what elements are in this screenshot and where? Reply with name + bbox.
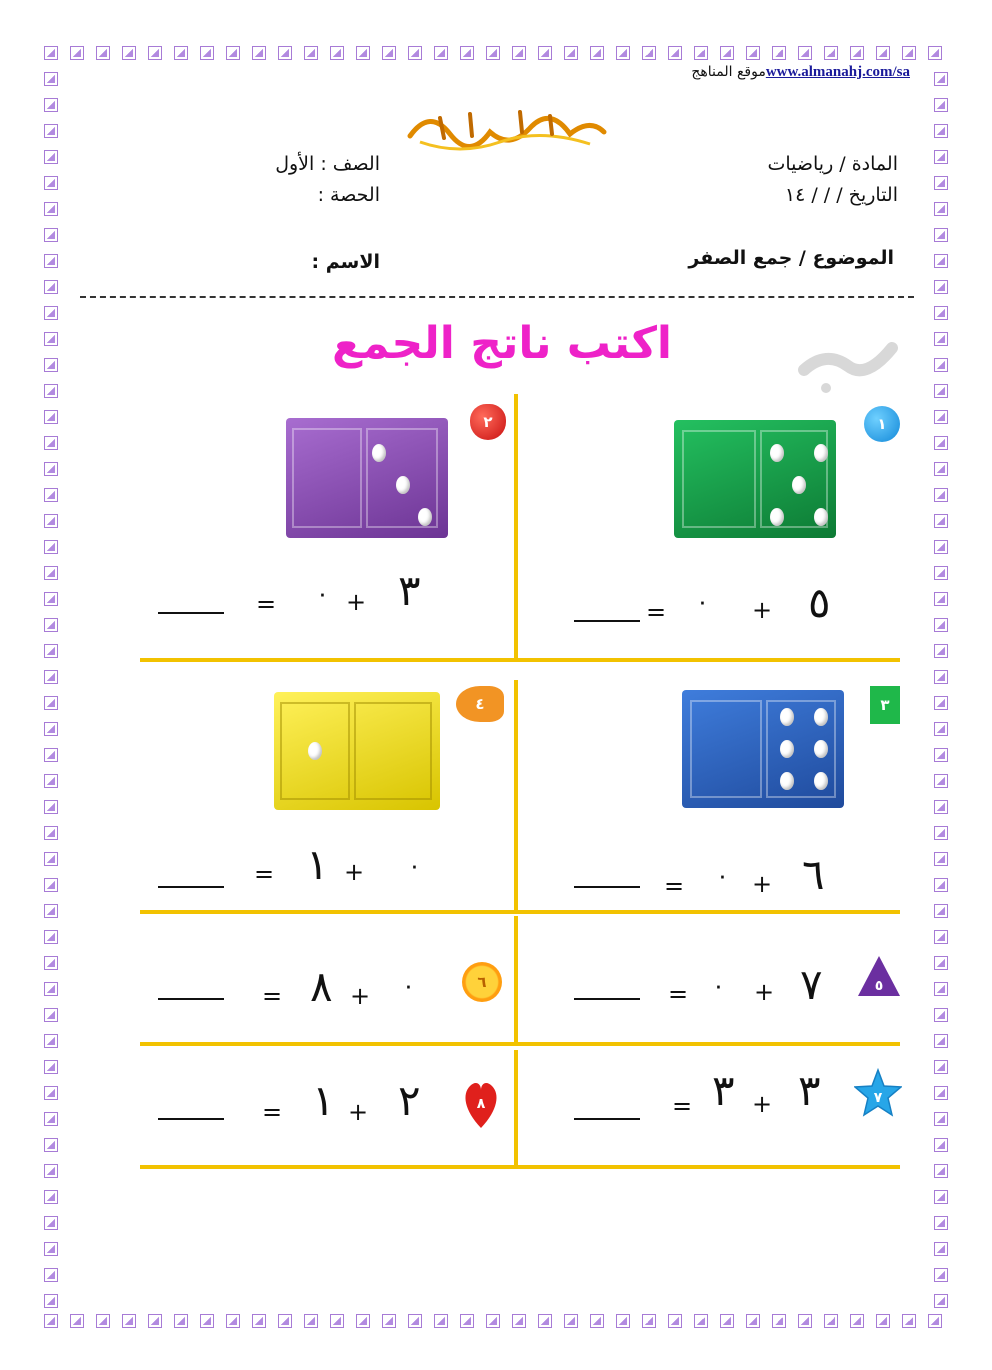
border-square-icon bbox=[928, 846, 954, 872]
border-square-icon bbox=[928, 248, 954, 274]
border-square-icon bbox=[928, 1080, 954, 1106]
addend-a: ٢ bbox=[398, 1076, 421, 1125]
border-square-icon bbox=[142, 40, 168, 66]
answer-blank[interactable] bbox=[574, 620, 640, 622]
border-square-icon bbox=[246, 1308, 272, 1334]
border-square-icon bbox=[714, 1308, 740, 1334]
border-square-icon bbox=[38, 534, 64, 560]
border-square-icon bbox=[38, 66, 64, 92]
plus-sign: + bbox=[752, 870, 773, 898]
subject-label: المادة / رياضيات bbox=[767, 153, 898, 175]
page-border-bottom bbox=[38, 1308, 948, 1334]
border-square-icon bbox=[766, 40, 792, 66]
border-square-icon bbox=[38, 872, 64, 898]
border-square-icon bbox=[928, 1054, 954, 1080]
border-square-icon bbox=[818, 1308, 844, 1334]
border-square-icon bbox=[38, 950, 64, 976]
border-square-icon bbox=[928, 664, 954, 690]
border-square-icon bbox=[376, 40, 402, 66]
border-square-icon bbox=[38, 196, 64, 222]
border-square-icon bbox=[928, 508, 954, 534]
plus-sign: + bbox=[348, 1098, 369, 1126]
border-square-icon bbox=[194, 1308, 220, 1334]
border-square-icon bbox=[928, 950, 954, 976]
equals-sign: = bbox=[256, 590, 277, 618]
border-square-icon bbox=[142, 1308, 168, 1334]
plus-sign: + bbox=[346, 588, 367, 616]
addend-a: ٥ bbox=[808, 578, 831, 627]
border-square-icon bbox=[480, 40, 506, 66]
grid-divider-vertical bbox=[514, 916, 518, 1044]
border-square-icon bbox=[90, 1308, 116, 1334]
border-square-icon bbox=[636, 1308, 662, 1334]
border-square-icon bbox=[766, 1308, 792, 1334]
border-square-icon bbox=[38, 1132, 64, 1158]
problem-number: ٣ bbox=[880, 696, 890, 714]
border-square-icon bbox=[480, 1308, 506, 1334]
grid-divider-vertical bbox=[514, 1050, 518, 1168]
border-square-icon bbox=[324, 1308, 350, 1334]
border-square-icon bbox=[38, 144, 64, 170]
border-square-icon bbox=[116, 1308, 142, 1334]
border-square-icon bbox=[454, 40, 480, 66]
plus-sign: + bbox=[752, 596, 773, 624]
border-square-icon bbox=[844, 1308, 870, 1334]
topic-label: الموضوع / جمع الصفر bbox=[688, 247, 894, 269]
border-square-icon bbox=[870, 1308, 896, 1334]
site-url-link[interactable]: www.almanahj.com/sa bbox=[765, 64, 910, 80]
border-square-icon bbox=[928, 222, 954, 248]
problem-number: ٤ bbox=[475, 695, 485, 713]
addend-b: ١ bbox=[312, 1076, 335, 1125]
plus-sign: + bbox=[752, 1090, 773, 1118]
border-square-icon bbox=[38, 612, 64, 638]
date-label: التاريخ / / / ١٤ bbox=[784, 184, 898, 206]
border-square-icon bbox=[688, 1308, 714, 1334]
border-square-icon bbox=[928, 534, 954, 560]
border-square-icon bbox=[350, 1308, 376, 1334]
border-square-icon bbox=[928, 1184, 954, 1210]
addend-a: ٠ bbox=[402, 972, 415, 1000]
border-square-icon bbox=[928, 794, 954, 820]
border-square-icon bbox=[928, 430, 954, 456]
border-square-icon bbox=[714, 40, 740, 66]
border-square-icon bbox=[38, 1236, 64, 1262]
border-square-icon bbox=[928, 872, 954, 898]
domino-yellow bbox=[274, 692, 440, 810]
equals-sign: = bbox=[262, 982, 283, 1010]
border-square-icon bbox=[506, 40, 532, 66]
border-square-icon bbox=[506, 1308, 532, 1334]
border-square-icon bbox=[194, 40, 220, 66]
border-square-icon bbox=[818, 40, 844, 66]
border-square-icon bbox=[38, 1158, 64, 1184]
border-square-icon bbox=[928, 1262, 954, 1288]
border-square-icon bbox=[928, 1236, 954, 1262]
border-square-icon bbox=[454, 1308, 480, 1334]
border-square-icon bbox=[38, 118, 64, 144]
equals-sign: = bbox=[262, 1098, 283, 1126]
addend-a: ٧ bbox=[800, 960, 823, 1009]
border-square-icon bbox=[38, 560, 64, 586]
basmala-calligraphy-icon bbox=[400, 98, 610, 158]
border-square-icon bbox=[610, 40, 636, 66]
border-square-icon bbox=[38, 508, 64, 534]
border-square-icon bbox=[38, 404, 64, 430]
border-square-icon bbox=[38, 170, 64, 196]
grid-divider-horizontal bbox=[140, 658, 900, 662]
border-square-icon bbox=[928, 716, 954, 742]
border-square-icon bbox=[928, 92, 954, 118]
addend-a: ٠ bbox=[408, 852, 421, 880]
border-square-icon bbox=[38, 820, 64, 846]
border-square-icon bbox=[38, 1028, 64, 1054]
plus-sign: + bbox=[754, 978, 775, 1006]
border-square-icon bbox=[928, 820, 954, 846]
border-square-icon bbox=[740, 40, 766, 66]
site-name: موقع المناهج bbox=[691, 64, 766, 80]
border-square-icon bbox=[38, 898, 64, 924]
border-square-icon bbox=[90, 40, 116, 66]
addend-b: ٠ bbox=[716, 862, 729, 890]
border-square-icon bbox=[928, 768, 954, 794]
problem-number: ١ bbox=[877, 415, 887, 433]
answer-blank[interactable] bbox=[158, 998, 224, 1000]
border-square-icon bbox=[928, 638, 954, 664]
border-square-icon bbox=[928, 482, 954, 508]
border-square-icon bbox=[792, 40, 818, 66]
border-square-icon bbox=[38, 638, 64, 664]
border-square-icon bbox=[688, 40, 714, 66]
problem-number: ٦ bbox=[477, 973, 487, 991]
border-square-icon bbox=[928, 924, 954, 950]
border-square-icon bbox=[38, 690, 64, 716]
plus-sign: + bbox=[350, 982, 371, 1010]
border-square-icon bbox=[402, 40, 428, 66]
border-square-icon bbox=[116, 40, 142, 66]
addend-b: ٠ bbox=[696, 588, 709, 616]
name-field-label: الاسم : bbox=[311, 251, 380, 273]
orange-sun-badge-icon bbox=[462, 962, 502, 1002]
domino-green bbox=[674, 420, 836, 538]
problem-number: ٥ bbox=[874, 978, 884, 994]
answer-blank[interactable] bbox=[574, 1118, 640, 1120]
addend-a: ٣ bbox=[798, 1066, 821, 1115]
border-square-icon bbox=[38, 924, 64, 950]
border-square-icon bbox=[928, 1210, 954, 1236]
decorative-swash-icon bbox=[796, 340, 906, 400]
border-square-icon bbox=[246, 40, 272, 66]
border-square-icon bbox=[610, 1308, 636, 1334]
border-square-icon bbox=[38, 274, 64, 300]
border-square-icon bbox=[928, 118, 954, 144]
border-square-icon bbox=[928, 274, 954, 300]
addend-a: ٣ bbox=[398, 566, 421, 615]
border-square-icon bbox=[38, 92, 64, 118]
border-square-icon bbox=[38, 664, 64, 690]
answer-blank[interactable] bbox=[158, 612, 224, 614]
border-square-icon bbox=[38, 794, 64, 820]
border-square-icon bbox=[532, 40, 558, 66]
border-square-icon bbox=[928, 976, 954, 1002]
border-square-icon bbox=[584, 1308, 610, 1334]
answer-blank[interactable] bbox=[574, 998, 640, 1000]
border-square-icon bbox=[928, 560, 954, 586]
border-square-icon bbox=[64, 1308, 90, 1334]
border-square-icon bbox=[38, 1002, 64, 1028]
border-square-icon bbox=[38, 768, 64, 794]
header-divider bbox=[80, 296, 914, 298]
plus-sign: + bbox=[344, 858, 365, 886]
border-square-icon bbox=[428, 1308, 454, 1334]
border-square-icon bbox=[38, 1210, 64, 1236]
addend-b: ٨ bbox=[310, 962, 333, 1011]
grid-divider-vertical bbox=[514, 394, 518, 662]
green-square-badge-icon bbox=[870, 686, 900, 724]
border-square-icon bbox=[220, 40, 246, 66]
border-square-icon bbox=[38, 1288, 64, 1314]
equals-sign: = bbox=[646, 598, 667, 626]
border-square-icon bbox=[928, 586, 954, 612]
site-credit bbox=[691, 64, 910, 81]
border-square-icon bbox=[792, 1308, 818, 1334]
border-square-icon bbox=[324, 40, 350, 66]
border-square-icon bbox=[38, 742, 64, 768]
border-square-icon bbox=[38, 248, 64, 274]
border-square-icon bbox=[928, 144, 954, 170]
grid-divider-horizontal bbox=[140, 1042, 900, 1046]
border-square-icon bbox=[558, 1308, 584, 1334]
blue-circle-badge-icon bbox=[864, 406, 900, 442]
grid-divider-horizontal bbox=[140, 1165, 900, 1169]
border-square-icon bbox=[38, 1080, 64, 1106]
border-square-icon bbox=[928, 1288, 954, 1314]
border-square-icon bbox=[38, 430, 64, 456]
problem-number: ٧ bbox=[873, 1090, 883, 1106]
border-square-icon bbox=[376, 1308, 402, 1334]
border-square-icon bbox=[844, 40, 870, 66]
border-square-icon bbox=[38, 482, 64, 508]
border-square-icon bbox=[662, 1308, 688, 1334]
worksheet-title: اكتب ناتج الجمع bbox=[332, 318, 672, 369]
border-square-icon bbox=[662, 40, 688, 66]
border-square-icon bbox=[928, 1132, 954, 1158]
border-square-icon bbox=[298, 1308, 324, 1334]
addend-a: ٦ bbox=[802, 850, 825, 899]
grid-divider-vertical bbox=[514, 680, 518, 912]
border-square-icon bbox=[38, 222, 64, 248]
border-square-icon bbox=[896, 1308, 922, 1334]
domino-purple bbox=[286, 418, 448, 538]
border-square-icon bbox=[558, 40, 584, 66]
border-square-icon bbox=[928, 612, 954, 638]
equals-sign: = bbox=[254, 860, 275, 888]
border-square-icon bbox=[428, 40, 454, 66]
border-square-icon bbox=[220, 1308, 246, 1334]
border-square-icon bbox=[38, 40, 64, 66]
border-square-icon bbox=[870, 40, 896, 66]
grid-divider-horizontal bbox=[140, 910, 900, 914]
period-label: الحصة : bbox=[317, 184, 380, 206]
purple-triangle-badge-icon bbox=[856, 952, 902, 998]
border-square-icon bbox=[928, 1002, 954, 1028]
addend-b: ٣ bbox=[712, 1066, 735, 1115]
border-square-icon bbox=[928, 170, 954, 196]
problem-number: ٨ bbox=[476, 1096, 486, 1112]
answer-blank[interactable] bbox=[574, 886, 640, 888]
border-square-icon bbox=[532, 1308, 558, 1334]
equals-sign: = bbox=[664, 872, 685, 900]
border-square-icon bbox=[38, 716, 64, 742]
answer-blank[interactable] bbox=[158, 886, 224, 888]
border-square-icon bbox=[928, 378, 954, 404]
border-square-icon bbox=[298, 40, 324, 66]
page-border-right bbox=[928, 66, 954, 1314]
border-square-icon bbox=[402, 1308, 428, 1334]
border-square-icon bbox=[38, 586, 64, 612]
border-square-icon bbox=[38, 1184, 64, 1210]
domino-blue bbox=[682, 690, 844, 808]
answer-blank[interactable] bbox=[158, 1118, 224, 1120]
page-border-left bbox=[38, 66, 64, 1314]
border-square-icon bbox=[928, 1106, 954, 1132]
border-square-icon bbox=[38, 976, 64, 1002]
border-square-icon bbox=[64, 40, 90, 66]
blue-star-badge-icon bbox=[854, 1068, 902, 1118]
border-square-icon bbox=[38, 846, 64, 872]
border-square-icon bbox=[38, 456, 64, 482]
border-square-icon bbox=[38, 1262, 64, 1288]
equals-sign: = bbox=[672, 1092, 693, 1120]
border-square-icon bbox=[928, 66, 954, 92]
addend-b: ٠ bbox=[712, 972, 725, 1000]
orange-fish-badge-icon bbox=[456, 686, 504, 722]
border-square-icon bbox=[928, 1158, 954, 1184]
page-border-top bbox=[38, 40, 948, 66]
border-square-icon bbox=[928, 690, 954, 716]
border-square-icon bbox=[168, 40, 194, 66]
border-square-icon bbox=[928, 742, 954, 768]
border-square-icon bbox=[636, 40, 662, 66]
grade-label: الصف : الأول bbox=[275, 153, 380, 175]
border-square-icon bbox=[928, 1028, 954, 1054]
addend-b: ٠ bbox=[316, 580, 329, 608]
border-square-icon bbox=[38, 1054, 64, 1080]
border-square-icon bbox=[896, 40, 922, 66]
border-square-icon bbox=[584, 40, 610, 66]
border-square-icon bbox=[928, 404, 954, 430]
border-square-icon bbox=[928, 898, 954, 924]
border-square-icon bbox=[272, 40, 298, 66]
addend-b: ١ bbox=[306, 840, 329, 889]
border-square-icon bbox=[922, 40, 948, 66]
red-heart-badge-icon bbox=[460, 1074, 502, 1132]
problem-number: ٢ bbox=[483, 413, 493, 431]
border-square-icon bbox=[38, 378, 64, 404]
border-square-icon bbox=[740, 1308, 766, 1334]
equals-sign: = bbox=[668, 980, 689, 1008]
border-square-icon bbox=[38, 1106, 64, 1132]
red-apple-badge-icon bbox=[470, 404, 506, 440]
border-square-icon bbox=[928, 456, 954, 482]
border-square-icon bbox=[168, 1308, 194, 1334]
border-square-icon bbox=[350, 40, 376, 66]
border-square-icon bbox=[928, 196, 954, 222]
border-square-icon bbox=[272, 1308, 298, 1334]
